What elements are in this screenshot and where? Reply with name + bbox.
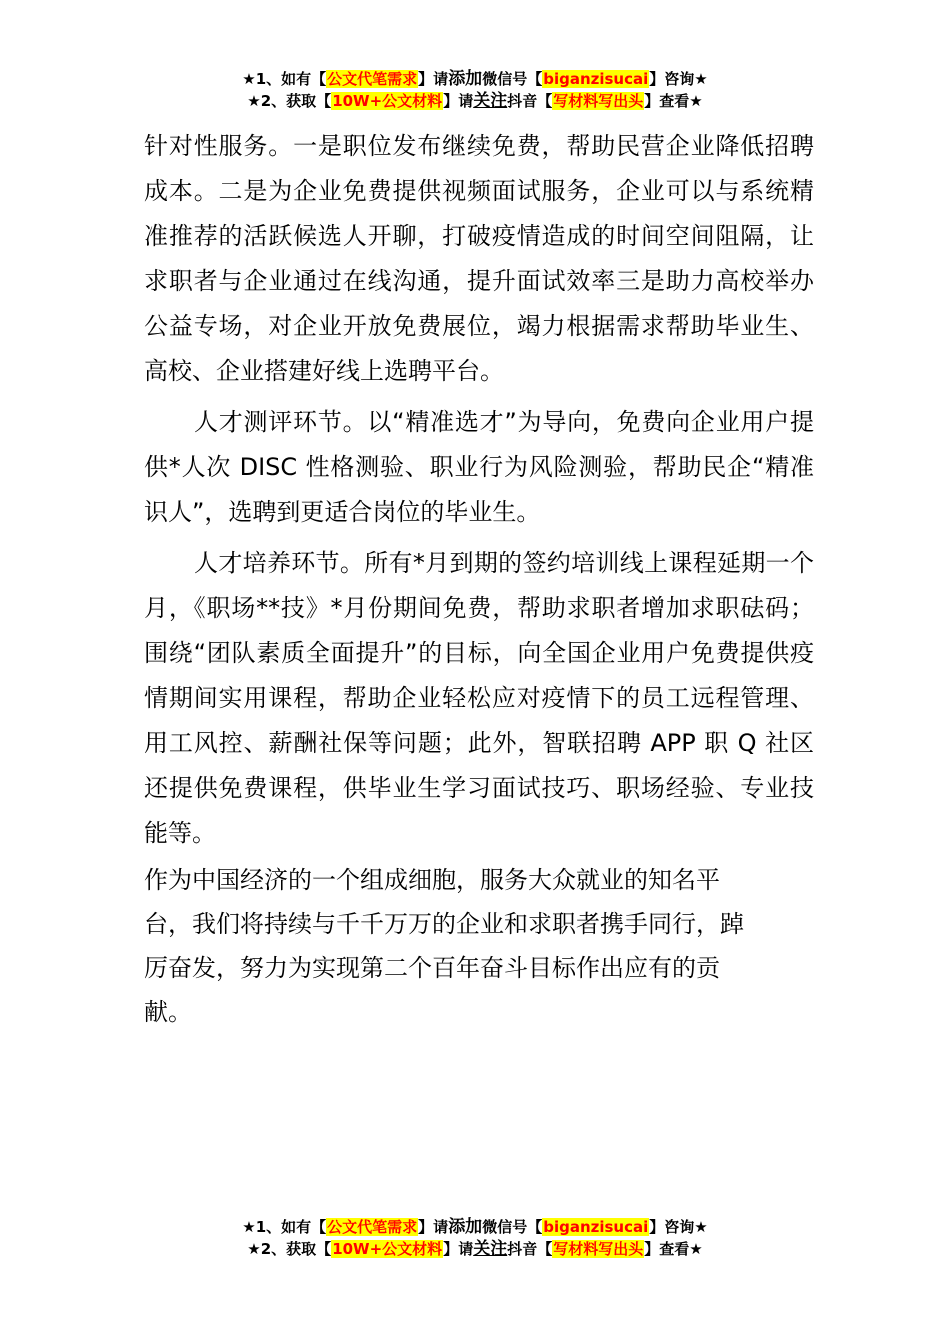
footer-promo-banner: [0, 1216, 950, 1260]
promo-line-1: ★1、如有【公文代笔需求】请添加微信号【biganzisucai】咨询★: [242, 1217, 708, 1237]
closing-line: 厉奋发，努力为实现第二个百年奋斗目标作出应有的贡: [144, 954, 720, 982]
promo-highlight: 公文代笔需求: [327, 70, 418, 88]
closing-paragraph: [144, 858, 774, 1034]
wechat-id: biganzisucai: [543, 1218, 649, 1236]
promo-line-1: ★1、如有【公文代笔需求】请添加微信号【biganzisucai】咨询★: [242, 69, 708, 89]
douyin-account: 写材料写出头: [553, 1240, 644, 1258]
paragraph-services: 针对性服务。一是职位发布继续免费，帮助民营企业降低招聘成本。二是为企业免费提供视频面试服务，企业可以与系统精准推荐的活跃候选人开聊，打破疫情造成的时间空间阻隔，让求职者与企业通过在线沟通，提升面试效率三是助力高校举办公益专场，对企业开放免费展位，竭力根据需求帮助毕业生、高校、企业搭建好线上选聘平台。: [144, 132, 814, 385]
promo-highlight: 10W+公文材料: [332, 1240, 443, 1258]
header-promo-banner: [0, 68, 950, 112]
promo-highlight: 10W+公文材料: [332, 92, 443, 110]
promo-highlight: 公文代笔需求: [327, 1218, 418, 1236]
paragraph-assessment: 人才测评环节。以“精准选才”为导向，免费向企业用户提供*人次 DISC 性格测验、职业行为风险测验，帮助民企“精准识人”，选聘到更适合岗位的毕业生。: [144, 408, 814, 526]
promo-line-2: ★2、获取【10W+公文材料】请关注抖音【写材料写出头】查看★: [247, 1239, 703, 1259]
paragraph-training: 人才培养环节。所有*月到期的签约培训线上课程延期一个月，《职场**技》*月份期间免费，帮助求职者增加求职砝码；围绕“团队素质全面提升”的目标，向全国企业用户免费提供疫情期间实用课程，帮助企业轻松应对疫情下的员工远程管理、用工风控、薪酬社保等问题；此外，智联招聘 APP 职 Q 社区还提供免费课程，供毕业生学习面试技巧、职场经验、专业技能等。: [144, 549, 814, 847]
promo-line-2: ★2、获取【10W+公文材料】请关注抖音【写材料写出头】查看★: [247, 91, 703, 111]
douyin-account: 写材料写出头: [553, 92, 644, 110]
closing-line: 献。: [144, 998, 192, 1026]
closing-line: 作为中国经济的一个组成细胞，服务大众就业的知名平: [144, 866, 720, 894]
wechat-id: biganzisucai: [543, 70, 649, 88]
closing-line: 台，我们将持续与千千万万的企业和求职者携手同行，踔: [144, 910, 744, 938]
document-body: [144, 124, 814, 856]
